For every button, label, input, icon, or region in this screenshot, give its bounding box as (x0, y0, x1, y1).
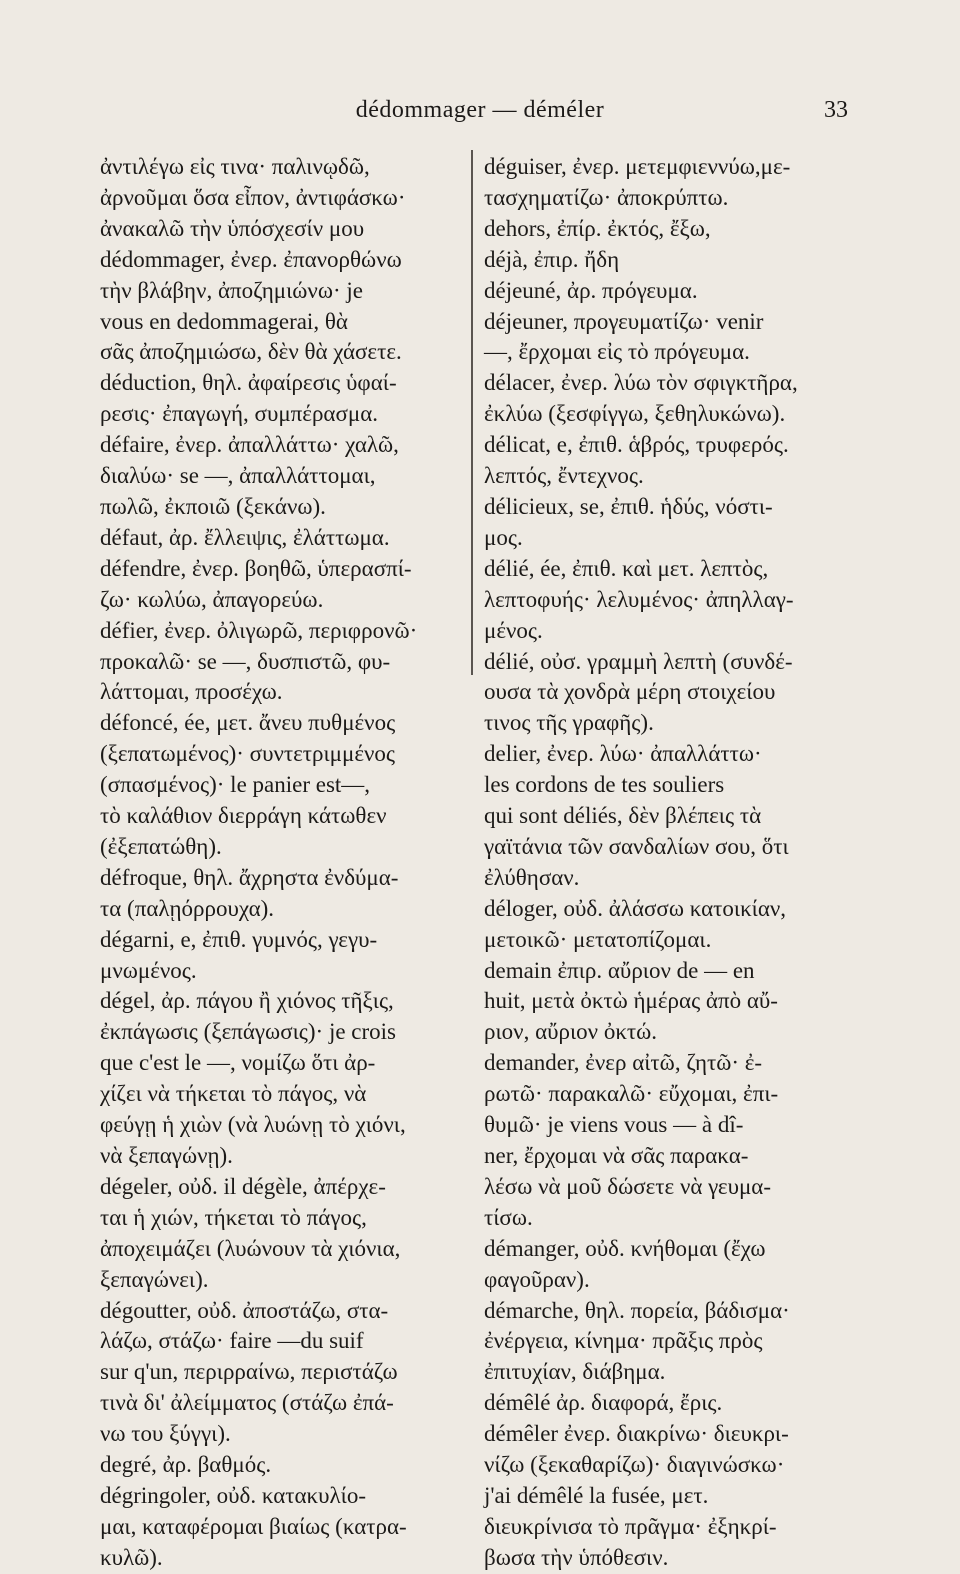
entry-line: dégel, ἀρ. πάγου ἢ χιόνος τῆξις, (100, 988, 394, 1014)
right-column (484, 152, 868, 1574)
entry-line: τινὰ δι' ἀλείμματος (στάζω ἐπά- (100, 1390, 394, 1416)
entry-line: λάζω, στάζω· faire —du suif (100, 1328, 364, 1354)
entry-line: ριον, αὔριον ὀκτώ. (484, 1019, 658, 1045)
entry-line: φαγοῦραν). (484, 1266, 590, 1292)
entry-line: διαλύω· se —, ἀπαλλάττομαι, (100, 463, 376, 489)
entry-line: les cordons de tes souliers (484, 772, 725, 798)
entry-line: λεπτοφυής· λελυμένος· ἀπηλλαγ- (484, 586, 794, 612)
entry-line: μαι, καταφέρομαι βιαίως (κατρα- (100, 1513, 407, 1539)
entry-line: φεύγῃ ἡ χιὼν (νὰ λυώνῃ τὸ χιόνι, (100, 1112, 406, 1138)
entry-line: déjà, ἐπιρ. ἤδη (484, 246, 620, 272)
entry-line: μετοικῶ· μετατοπίζομαι. (484, 926, 712, 952)
entry-line: μνωμένος. (100, 957, 197, 983)
entry-line: ἐκλύω (ξεσφίγγω, ξεθηλυκώνω). (484, 401, 786, 427)
column-divider (471, 150, 473, 675)
left-column (100, 152, 460, 1574)
entry-line: ται ἡ χιών, τήκεται τὸ πάγος, (100, 1204, 367, 1230)
entry-line: démêlé ἀρ. διαφορά, ἔρις. (484, 1390, 723, 1416)
entry-line: σᾶς ἀποζημιώσω, δὲν θὰ χάσετε. (100, 339, 402, 365)
entry-line: que c'est le —, νομίζω ὅτι ἀρ- (100, 1050, 376, 1076)
entry-line: j'ai démêlé la fusée, μετ. (484, 1482, 709, 1508)
entry-line: défroque, θηλ. ἄχρηστα ἐνδύμα- (100, 864, 399, 890)
entry-line: défendre, ἐνερ. βοηθῶ, ὑπερασπί- (100, 555, 412, 581)
entry-line: défier, ἐνερ. ὀλιγωρῶ, περιφρονῶ· (100, 617, 418, 643)
entry-line: πωλῶ, ἐκποιῶ (ξεκάνω). (100, 493, 326, 519)
entry-line: demander, ἐνερ αἰτῶ, ζητῶ· ἐ- (484, 1050, 763, 1076)
entry-line: dégoutter, οὐδ. ἀποστάζω, στα- (100, 1297, 389, 1323)
entry-line: déjeuner, προγευματίζω· venir (484, 308, 764, 334)
entry-line: déjeuné, ἀρ. πρόγευμα. (484, 277, 698, 303)
entry-line: ἀποχειμάζει (λυώνουν τὰ χιόνια, (100, 1235, 401, 1261)
entry-line: délié, ée, ἐπιθ. καὶ μετ. λεπτὸς, (484, 555, 769, 581)
entry-line: τὴν βλάβην, ἀποζημιώνω· je (100, 277, 363, 303)
entry-line: degré, ἀρ. βαθμός. (100, 1452, 272, 1478)
entry-line: (ξεπατωμένος)· συντετριμμένος (100, 741, 396, 767)
entry-line: qui sont déliés, δὲν βλέπεις τὰ (484, 803, 762, 829)
entry-line: ἀρνοῦμαι ὅσα εἶπον, ἀντιφάσκω· (100, 184, 406, 210)
entry-line: dégeler, οὐδ. il dégèle, ἀπέρχε- (100, 1173, 386, 1199)
entry-line: (ἐξεπατώθη). (100, 833, 222, 859)
entry-line: νω του ξύγγι). (100, 1421, 231, 1447)
entry-line: κυλῶ). (100, 1544, 163, 1570)
entry-line: ουσα τὰ χονδρὰ μέρη στοιχείου (484, 679, 776, 705)
entry-line: νίζω (ξεκαθαρίζω)· διαγινώσκω· (484, 1452, 785, 1478)
entry-line: délié, οὐσ. γραμμὴ λεπτὴ (συνδέ- (484, 648, 793, 674)
entry-line: (σπασμένος)· le panier est—, (100, 772, 371, 798)
entry-line: ἐνέργεια, κίνημα· πρᾶξις πρὸς (484, 1328, 763, 1354)
page-title: dédommager — déméler (355, 97, 605, 123)
entry-line: τα (παλῃόρρουχα). (100, 895, 275, 921)
entry-line: ρωτῶ· παρακαλῶ· εὔχομαι, ἐπι- (484, 1081, 779, 1107)
entry-line: déguiser, ἐνερ. μετεμφιεννύω,με- (484, 154, 791, 179)
entry-line: λεπτός, ἔντεχνος. (484, 463, 644, 489)
entry-line: dégarni, e, ἐπιθ. γυμνός, γεγυ- (100, 926, 378, 952)
entry-line: λέσω νὰ μοῦ δώσετε νὰ γευμα- (484, 1173, 772, 1199)
entry-line: τὸ καλάθιον διερράγη κάτωθεν (100, 803, 387, 829)
entry-line: —, ἔρχομαι εἰς τὸ πρόγευμα. (484, 339, 750, 365)
entry-line: démêler ἐνερ. διακρίνω· διευκρι- (484, 1421, 789, 1447)
entry-line: défoncé, ée, μετ. ἄνευ πυθμένος (100, 710, 396, 736)
entry-line: huit, μετὰ ὀκτὼ ἡμέρας ἀπὸ αὔ- (484, 988, 778, 1014)
entry-line: vous en dedommagerai, θὰ (100, 308, 348, 334)
entry-line: τασχηματίζω· ἀποκρύπτω. (484, 184, 729, 210)
entry-line: προκαλῶ· se —, δυσπιστῶ, φυ- (100, 648, 391, 674)
entry-line: βωσα τὴν ὑπόθεσιν. (484, 1544, 669, 1570)
entry-line: delier, ἐνερ. λύω· ἀπαλλάττω· (484, 741, 762, 767)
entry-line: défaire, ἐνερ. ἀπαλλάττω· χαλῶ, (100, 432, 399, 458)
entry-line: νὰ ξεπαγώνῃ). (100, 1143, 233, 1168)
entry-line: μος. (484, 524, 523, 550)
entry-line: déduction, θηλ. ἀφαίρεσις ὑφαί- (100, 370, 397, 396)
entry-line: dehors, ἐπίρ. ἐκτός, ἔξω, (484, 215, 711, 241)
entry-line: τίσω. (484, 1204, 533, 1230)
entry-line: déloger, οὐδ. ἀλάσσω κατοικίαν, (484, 895, 787, 921)
entry-line: démanger, οὐδ. κνήθομαι (ἔχω (484, 1235, 766, 1261)
entry-line: τινος τῆς γραφῆς). (484, 710, 654, 736)
entry-line: χίζει νὰ τήκεται τὸ πάγος, νὰ (100, 1081, 367, 1107)
running-head (0, 97, 960, 137)
entry-line: ner, ἔρχομαι νὰ σᾶς παρακα- (484, 1143, 749, 1168)
entry-line: demain ἐπιρ. αὔριον de — en (484, 957, 755, 983)
entry-line: λάττομαι, προσέχω. (100, 679, 283, 705)
entry-line: ζω· κωλύω, ἀπαγορεύω. (100, 586, 324, 612)
entry-line: ἐπιτυχίαν, διάβημα. (484, 1359, 666, 1385)
entry-line: délicat, e, ἐπιθ. ἁβρός, τρυφερός. (484, 432, 789, 458)
entry-line: démarche, θηλ. πορεία, βάδισμα· (484, 1297, 790, 1323)
entry-line: μένος. (484, 617, 543, 643)
entry-line: dégringoler, οὐδ. κατακυλίο- (100, 1482, 367, 1508)
entry-line: θυμῶ· je viens vous — à dî- (484, 1112, 744, 1138)
entry-line: ξεπαγώνει). (100, 1266, 209, 1292)
entry-line: sur q'un, περιρραίνω, περιστάζω (100, 1359, 398, 1385)
entry-line: ἐλύθησαν. (484, 864, 580, 890)
entry-line: ἀντιλέγω εἰς τινα· παλινῳδῶ, (100, 154, 370, 179)
entry-line: défaut, ἀρ. ἔλλειψις, ἐλάττωμα. (100, 524, 390, 550)
entry-line: γαϊτάνια τῶν σανδαλίων σου, ὅτι (484, 833, 789, 859)
entry-line: διευκρίνισα τὸ πρᾶγμα· ἐξηκρί- (484, 1513, 777, 1539)
entry-line: délicieux, se, ἐπιθ. ἡδύς, νόστι- (484, 493, 773, 519)
entry-line: ἐκπάγωσις (ξεπάγωσις)· je crois (100, 1019, 397, 1045)
entry-line: délacer, ἐνερ. λύω τὸν σφιγκτῆρα, (484, 370, 798, 396)
entry-line: dédommager, ἐνερ. ἐπανορθώνω (100, 246, 402, 272)
entry-line: ρεσις· ἐπαγωγή, συμπέρασμα. (100, 401, 378, 427)
entry-line: ἀνακαλῶ τὴν ὑπόσχεσίν μου (100, 215, 365, 241)
page-number: 33 (824, 97, 848, 123)
